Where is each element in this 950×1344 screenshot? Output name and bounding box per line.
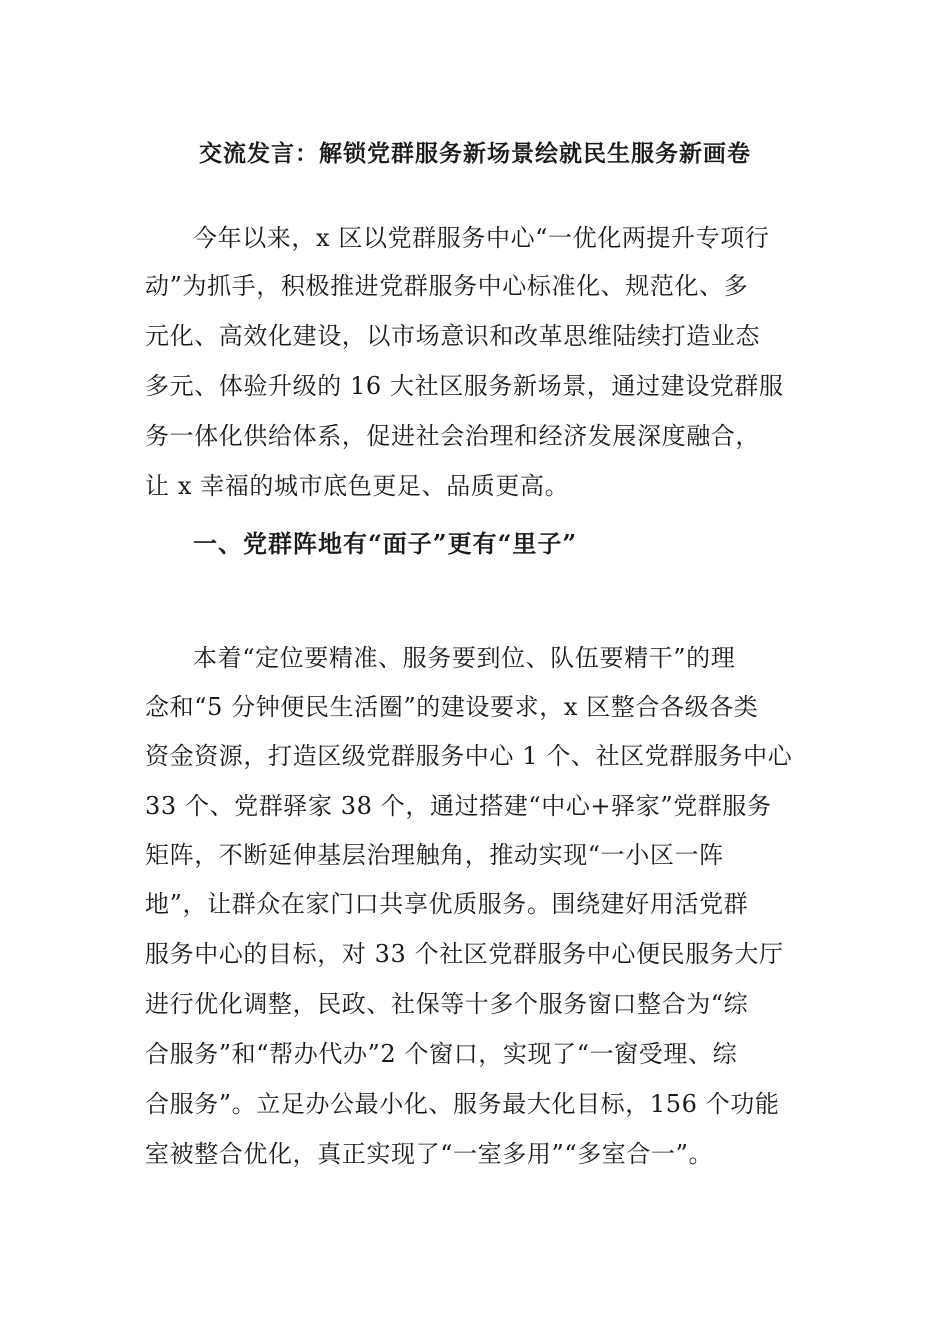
paragraph-2-line: 33 个、党群驿家 38 个，通过搭建“中心+驿家”党群服务 bbox=[145, 792, 772, 820]
paragraph-2-line: 念和“5 分钟便民生活圈”的建设要求，x 区整合各级各类 bbox=[145, 693, 759, 721]
paragraph-2-line: 矩阵，不断延伸基层治理触角，推动实现“一小区一阵 bbox=[145, 841, 724, 869]
paragraph-2-line: 室被整合优化，真正实现了“一室多用”“多室合一”。 bbox=[145, 1140, 714, 1168]
paragraph-2-line: 合服务”。立足办公最小化、服务最大化目标，156 个功能 bbox=[145, 1090, 780, 1118]
paragraph-1-line: 元化、高效化建设，以市场意识和改革思维陆续打造业态 bbox=[145, 322, 760, 350]
section-heading: 一、党群阵地有“面子”更有“里子” bbox=[193, 529, 578, 558]
document-title: 交流发言：解锁党群服务新场景绘就民生服务新画卷 bbox=[199, 140, 751, 167]
paragraph-1-line: 今年以来，x 区以党群服务中心“一优化两提升专项行 bbox=[193, 224, 770, 252]
paragraph-2-line: 本着“定位要精准、服务要到位、队伍要精干”的理 bbox=[193, 644, 736, 672]
paragraph-2-line: 进行优化调整，民政、社保等十多个服务窗口整合为“综 bbox=[145, 990, 749, 1018]
paragraph-1-line: 动”为抓手，积极推进党群服务中心标准化、规范化、多 bbox=[145, 272, 749, 300]
paragraph-2-line: 资金资源，打造区级党群服务中心 1 个、社区党群服务中心 bbox=[145, 742, 793, 770]
paragraph-1-line: 多元、体验升级的 16 大社区服务新场景，通过建设党群服 bbox=[145, 372, 784, 400]
paragraph-2-line: 服务中心的目标，对 33 个社区党群服务中心便民服务大厅 bbox=[145, 940, 784, 968]
paragraph-2-line: 地”，让群众在家门口共享优质服务。围绕建好用活党群 bbox=[145, 890, 749, 918]
paragraph-1-line: 让 x 幸福的城市底色更足、品质更高。 bbox=[145, 472, 570, 500]
paragraph-2-line: 合服务”和“帮办代办”2 个窗口，实现了“一窗受理、综 bbox=[145, 1040, 738, 1068]
paragraph-1-line: 务一体化供给体系，促进社会治理和经济发展深度融合， bbox=[145, 422, 760, 450]
